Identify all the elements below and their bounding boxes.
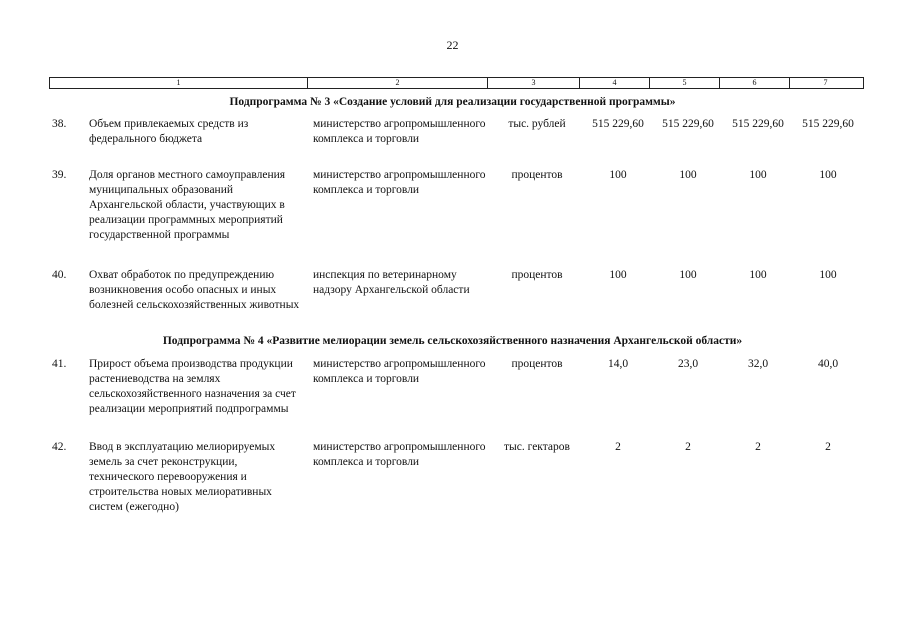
responsible-executor: министерство агропромышленного комплекса и торговли <box>313 118 486 145</box>
header-cell: 3 <box>488 78 580 88</box>
responsible-executor: министерство агропромышленного комплекса и торговли <box>313 169 486 196</box>
value-col7: 100 <box>819 269 837 281</box>
value-col4: 515 229,60 <box>592 118 644 130</box>
row-number: 41. <box>52 358 67 370</box>
value-col7: 2 <box>825 441 831 453</box>
responsible-executor: министерство агропромышленного комплекса и торговли <box>313 441 486 468</box>
value-col6: 2 <box>755 441 761 453</box>
header-cell: 1 <box>50 78 308 88</box>
value-col4: 100 <box>609 269 627 281</box>
indicator-name: Охват обработок по предупреждению возникновения особо опасных и иных болезней сельскохозяйственных животных <box>89 269 300 311</box>
unit: процентов <box>511 358 563 370</box>
value-col5: 2 <box>685 441 691 453</box>
value-col4: 100 <box>609 169 627 181</box>
value-col6: 100 <box>749 269 767 281</box>
value-col6: 32,0 <box>747 358 769 370</box>
subprogram-title: Подпрограмма № 4 «Развитие мелиорации земель сельскохозяйственного назначения Архангельской области» <box>162 335 743 347</box>
value-col5: 100 <box>679 169 697 181</box>
value-col5: 100 <box>679 269 697 281</box>
row-number: 39. <box>52 169 67 181</box>
value-col4: 2 <box>615 441 621 453</box>
indicator-name: Ввод в эксплуатацию мелиорируемых земель за счет реконструкции, технического перевооружения и строительства новых мелиоративных систем (ежегодно) <box>89 441 276 513</box>
responsible-executor: министерство агропромышленного комплекса и торговли <box>313 358 486 385</box>
unit: процентов <box>511 169 563 181</box>
row-number: 38. <box>52 118 67 130</box>
header-cell: 4 <box>580 78 650 88</box>
value-col5: 23,0 <box>677 358 699 370</box>
page-number: 22 <box>446 38 459 52</box>
unit: тыс. рублей <box>508 118 566 130</box>
value-col6: 100 <box>749 169 767 181</box>
value-col7: 40,0 <box>817 358 839 370</box>
header-cell: 5 <box>650 78 720 88</box>
value-col7: 515 229,60 <box>802 118 854 130</box>
row-number: 40. <box>52 269 67 281</box>
value-col6: 515 229,60 <box>732 118 784 130</box>
header-cell: 6 <box>720 78 790 88</box>
row-number: 42. <box>52 441 67 453</box>
header-cell: 2 <box>308 78 488 88</box>
unit: процентов <box>511 269 563 281</box>
header-cell: 7 <box>823 78 828 87</box>
unit: тыс. гектаров <box>504 441 570 453</box>
indicator-name: Доля органов местного самоуправления муниципальных образований Архангельской области, участвующих в реализации программных мероприятий государственной программы <box>89 169 286 241</box>
indicator-name: Объем привлекаемых средств из федерального бюджета <box>89 118 249 145</box>
value-col7: 100 <box>819 169 837 181</box>
value-col4: 14,0 <box>607 358 629 370</box>
value-col5: 515 229,60 <box>662 118 714 130</box>
table-header-row <box>49 77 864 89</box>
subprogram-title: Подпрограмма № 3 «Создание условий для реализации государственной программы» <box>229 96 676 108</box>
responsible-executor: инспекция по ветеринарному надзору Архангельской области <box>313 269 470 296</box>
indicator-name: Прирост объема производства продукции растениеводства на землях сельскохозяйственного назначения за счет реализации мероприятий подпрограммы <box>89 358 296 415</box>
